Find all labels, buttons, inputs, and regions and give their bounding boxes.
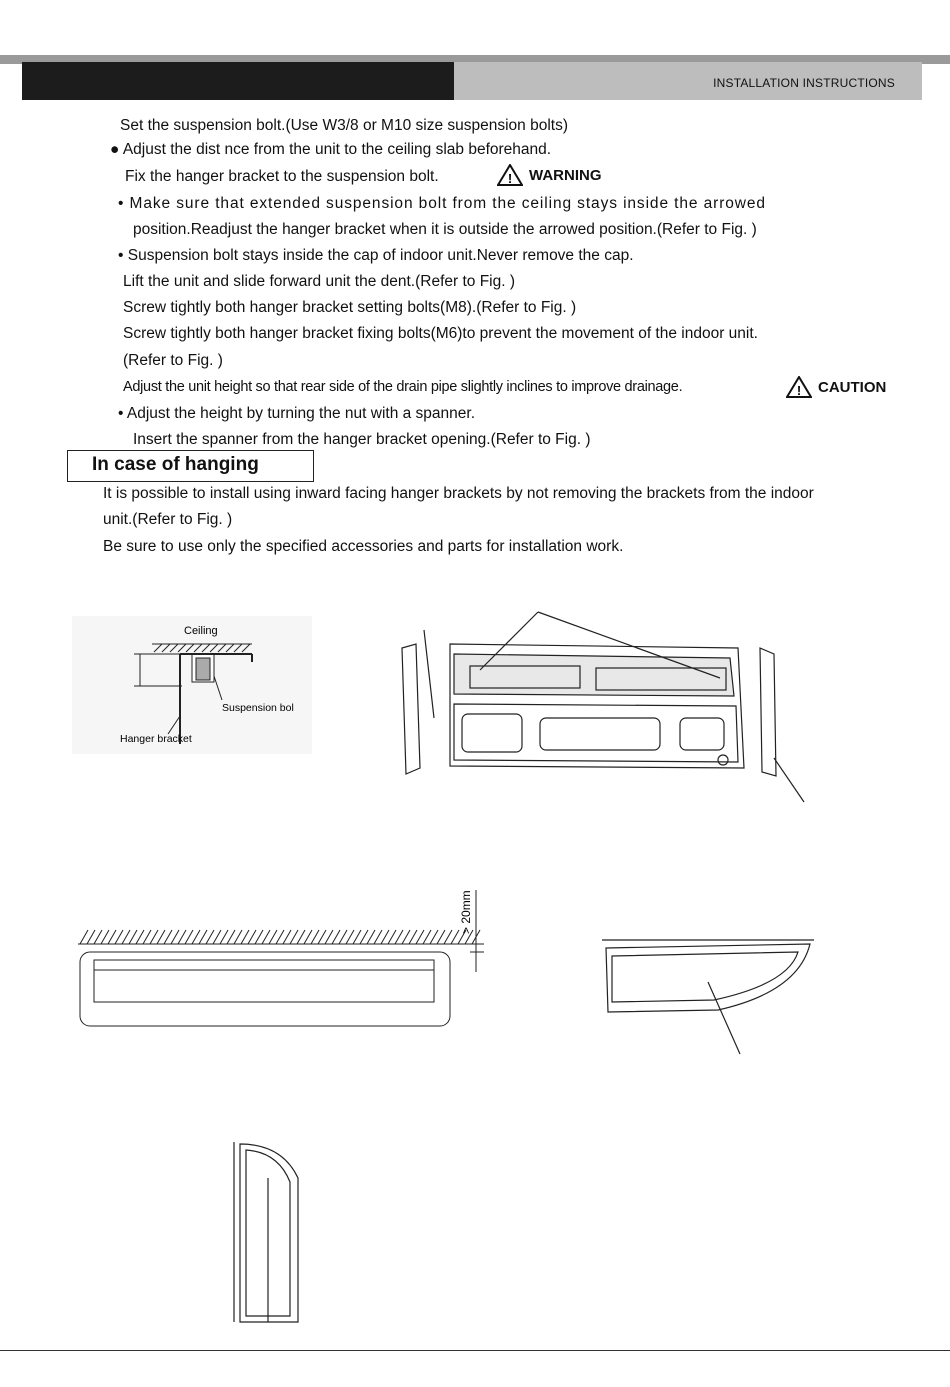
figure-unit-vertical <box>212 1138 312 1328</box>
figure-unit-rear <box>390 608 810 808</box>
clearance-label: > 20mm <box>459 890 473 934</box>
text-line: Screw tightly both hanger bracket setting bolts(M8).(Refer to Fig. ) <box>123 299 577 316</box>
text-line: Set the suspension bolt.(Use W3/8 or M10 size suspension bolts) <box>120 117 569 134</box>
caution-label <box>786 376 886 398</box>
text-line: Adjust the height by turning the nut with a spanner. <box>126 405 476 422</box>
text-line: Make sure that extended suspension bolt from the ceiling stays inside the arrowed <box>129 195 766 212</box>
figure-label-ceiling: Ceiling <box>184 625 218 637</box>
text-line: Be sure to use only the specified accessories and parts for installation work. <box>103 538 624 555</box>
bullet-dot-icon: • <box>118 247 124 264</box>
svg-text:!: ! <box>507 171 513 186</box>
text-line: Fix the hanger bracket to the suspension bolt. <box>125 168 439 185</box>
section-title: In case of hanging <box>92 454 259 475</box>
figure-label-bolt: Suspension bol <box>222 702 294 714</box>
text-line: position.Readjust the hanger bracket when it is outside the arrowed position.(Refer to Fig. ) <box>133 221 757 238</box>
bullet-line <box>110 141 551 159</box>
text-line: (Refer to Fig. ) <box>123 352 223 369</box>
svg-text:!: ! <box>796 383 802 398</box>
warning-triangle-icon <box>497 164 523 186</box>
figure-unit-side <box>598 912 818 1057</box>
caution-triangle-icon <box>786 376 812 398</box>
bullet-dot-icon: ● <box>110 141 120 158</box>
bullet-dot-icon: • <box>118 195 125 212</box>
text-line: Adjust the dist nce from the unit to the ceiling slab beforehand. <box>122 141 552 158</box>
text-line: unit.(Refer to Fig. ) <box>103 511 233 528</box>
text-line: Insert the spanner from the hanger bracket opening.(Refer to Fig. ) <box>133 431 591 448</box>
text-line: Suspension bolt stays inside the cap of indoor unit.Never remove the cap. <box>127 247 634 264</box>
warning-text: WARNING <box>529 166 602 184</box>
bullet-dot-icon: • <box>118 405 124 422</box>
caution-text: CAUTION <box>818 378 887 396</box>
figure-suspension-bolt <box>72 616 312 754</box>
header-black-band <box>22 62 454 100</box>
warning-label <box>497 164 602 186</box>
bullet-line <box>118 247 634 265</box>
section-title-box <box>67 450 314 482</box>
text-line: Screw tightly both hanger bracket fixing bolts(M6)to prevent the movement of the indoor unit. <box>123 325 758 342</box>
bullet-line <box>118 195 766 213</box>
text-line: It is possible to install using inward facing hanger brackets by not removing the brackets from the indoor <box>103 485 814 502</box>
figure-unit-front <box>74 886 504 1031</box>
figure-label-bracket: Hanger bracket <box>120 733 192 745</box>
header-title: INSTALLATION INSTRUCTIONS <box>713 76 895 90</box>
text-line: Adjust the unit height so that rear side of the drain pipe slightly inclines to improve drainage. <box>123 379 683 395</box>
text-line: Lift the unit and slide forward unit the dent.(Refer to Fig. ) <box>123 273 516 290</box>
footer-rule <box>0 1350 950 1351</box>
bullet-line <box>118 405 475 423</box>
